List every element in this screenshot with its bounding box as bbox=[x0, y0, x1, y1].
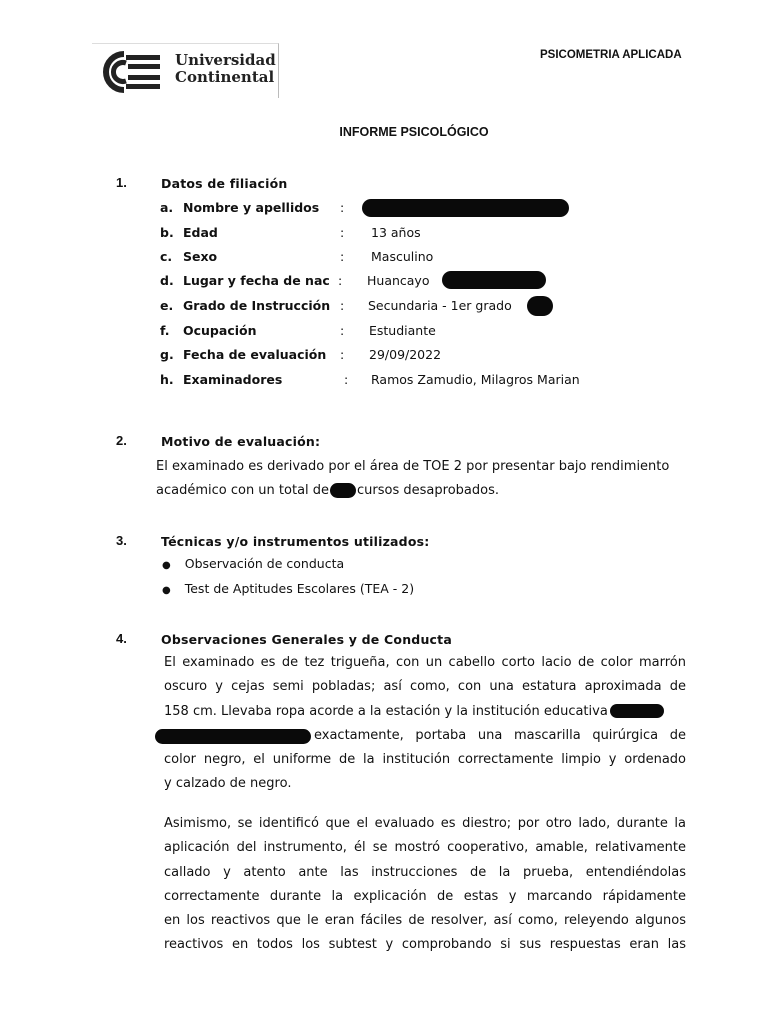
report-title: INFORME PSICOLÓGICO bbox=[339, 125, 489, 139]
item-letter: g. bbox=[160, 347, 174, 362]
section-4-paragraph-1: El examinado es de tez trigueña, con un cabello corto lacio de color marrón oscuro y cejas semi pobladas; así como, con una estatura aproximada de 158 cm. Llevaba ropa acorde a la estación y la institución educativa exactamente, portaba una mascarilla quirúrgica de color negro, el uniforme de la institución correctamente limpio y ordenado y calzado de negro. bbox=[164, 651, 686, 797]
item-letter: d. bbox=[160, 273, 174, 288]
section-2-text: El examinado es derivado por el área de TOE 2 por presentar bajo rendimiento académico con un total de cursos desaprobados. bbox=[156, 459, 670, 499]
section-4-title: Observaciones Generales y de Conducta bbox=[161, 632, 452, 647]
redaction-mark bbox=[442, 271, 546, 289]
redaction-mark bbox=[610, 704, 664, 718]
item-colon: : bbox=[340, 225, 345, 240]
item-label: Ocupación bbox=[183, 323, 257, 338]
item-label: Examinadores bbox=[183, 372, 283, 387]
item-label: Sexo bbox=[183, 249, 218, 264]
section-4-paragraph-2: Asimismo, se identificó que el evaluado es diestro; por otro lado, durante la aplicación del instrumento, él se mostró cooperativo, amable, relativamente callado y atento ante las instrucciones de la prueba, entendiéndolas correctamente durante la explicación de estas y marcando rápidamente en los reactivos que le eran fáciles de resolver, así como, releyendo algunos reactivos en todos los subtest y comprobando si sus respuestas eran las bbox=[164, 816, 686, 953]
item-letter: b. bbox=[160, 225, 174, 240]
section-1-title: Datos de filiación bbox=[161, 176, 288, 191]
section-4-number: 4. bbox=[116, 631, 127, 646]
item-value: Estudiante bbox=[369, 323, 436, 338]
item-value: Masculino bbox=[371, 249, 434, 264]
item-letter: h. bbox=[160, 372, 174, 387]
item-label: Fecha de evaluación bbox=[183, 347, 327, 362]
item-colon: : bbox=[340, 347, 345, 362]
item-label: Grado de Instrucción bbox=[183, 298, 331, 313]
item-label: Nombre y apellidos bbox=[183, 200, 320, 215]
item-value: Secundaria - 1er grado bbox=[368, 298, 512, 313]
item-value: Huancayo bbox=[367, 273, 430, 288]
university-name: Universidad Continental bbox=[175, 51, 276, 86]
item-letter: e. bbox=[160, 298, 174, 313]
section-3-title: Técnicas y/o instrumentos utilizados: bbox=[161, 534, 430, 549]
item-value: 13 años bbox=[371, 225, 421, 240]
item-letter: c. bbox=[160, 249, 173, 264]
item-colon: : bbox=[340, 200, 345, 215]
item-value: Ramos Zamudio, Milagros Marian bbox=[371, 372, 580, 387]
section-1-number: 1. bbox=[116, 175, 127, 190]
item-colon: : bbox=[344, 372, 349, 387]
course-name: PSICOMETRIA APLICADA bbox=[540, 49, 682, 61]
bullet-item: ● Test de Aptitudes Escolares (TEA - 2) bbox=[162, 581, 415, 596]
redaction-mark bbox=[155, 729, 311, 744]
item-colon: : bbox=[338, 273, 343, 288]
item-value: 29/09/2022 bbox=[369, 347, 442, 362]
item-colon: : bbox=[340, 298, 345, 313]
section-2-title: Motivo de evaluación: bbox=[161, 434, 321, 449]
redaction-mark bbox=[330, 483, 356, 498]
redaction-mark bbox=[527, 296, 553, 316]
item-colon: : bbox=[340, 323, 345, 338]
item-label: Lugar y fecha de nac bbox=[183, 273, 330, 288]
item-letter: f. bbox=[160, 323, 170, 338]
item-label: Edad bbox=[183, 225, 218, 240]
bullet-item: ● Observación de conducta bbox=[162, 556, 345, 571]
section-2-number: 2. bbox=[116, 433, 127, 448]
redaction-mark bbox=[362, 199, 569, 217]
item-colon: : bbox=[340, 249, 345, 264]
university-logo-icon bbox=[94, 50, 164, 94]
item-letter: a. bbox=[160, 200, 174, 215]
section-3-number: 3. bbox=[116, 533, 127, 548]
